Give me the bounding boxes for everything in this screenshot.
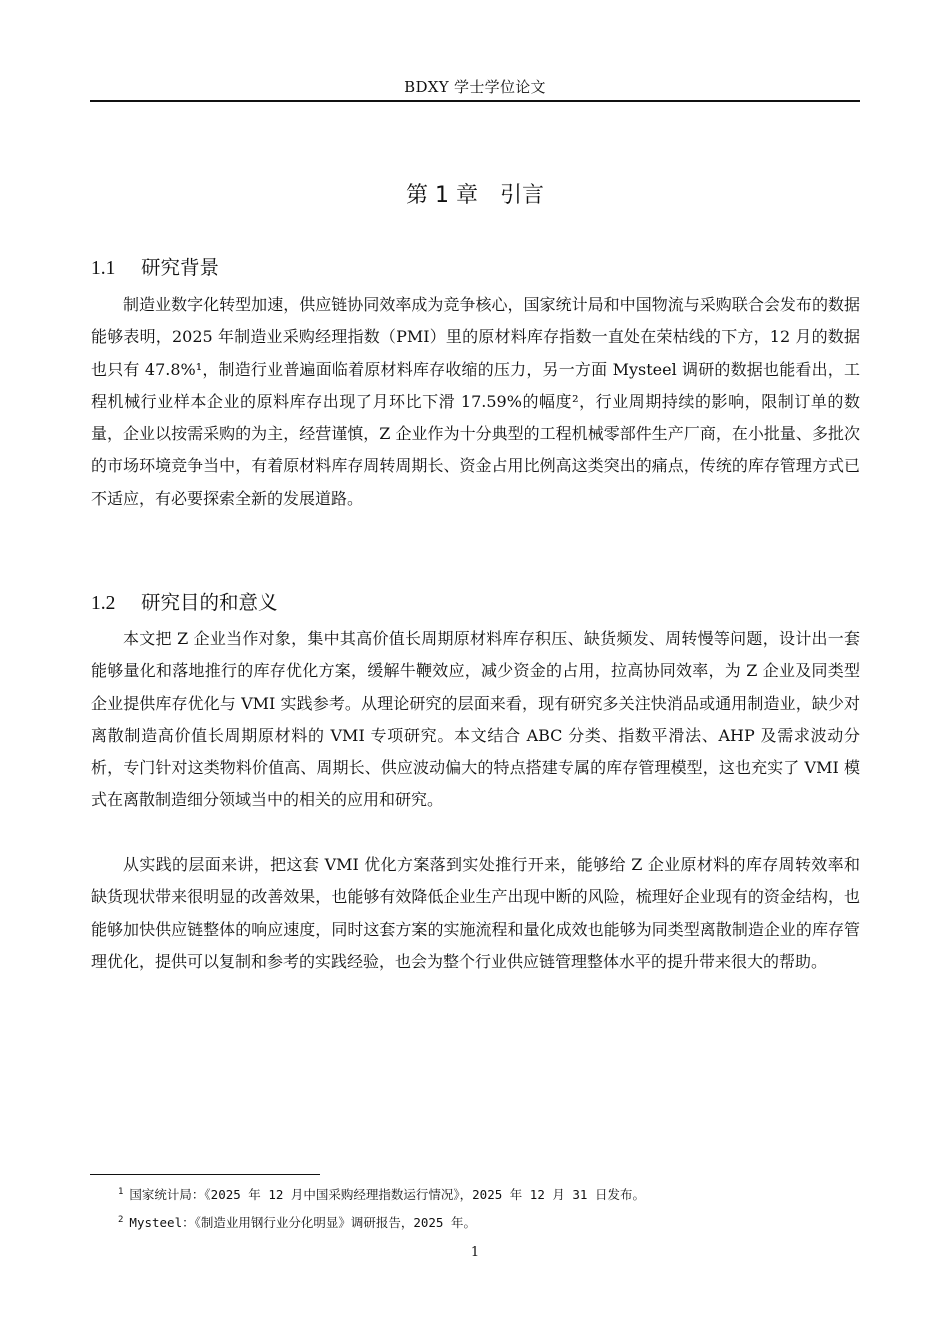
section-heading-1-1 xyxy=(91,252,219,280)
running-header: BDXY 学士学位论文 xyxy=(404,78,546,96)
footnote-rule xyxy=(90,1174,320,1175)
footnote-2 xyxy=(118,1212,476,1231)
section-title: 研究目的和意义 xyxy=(141,591,278,614)
footnote-mark: 2 xyxy=(118,1215,124,1225)
chapter-number: 第 1 章 xyxy=(406,183,478,208)
footnote-text: Mysteel：《制造业用钢行业分化明显》调研报告，2025 年。 xyxy=(129,1215,476,1231)
header-rule xyxy=(90,100,860,102)
paragraph-background: 制造业数字化转型加速，供应链协同效率成为竞争核心，国家统计局和中国物流与采购联合会发布的数据能够表明，2025 年制造业采购经理指数（PMI）里的原材料库存指数一直处在荣枯线的下方，12 月的数据也只有 47.8%¹，制造行业普遍面临着原材料库存收缩的压力，另一方面 Mysteel 调研的数据也能看出，工程机械行业样本企业的原料库存出现了月环比下滑 17.59%的幅度²，行业周期持续的影响，限制订单的数量，企业以按需采购的为主，经营谨慎，Z 企业作为十分典型的工程机械零部件生产厂商，在小批量、多批次的市场环境竞争当中，有着原材料库存周转周期长、资金占用比例高这类突出的痛点，传统的库存管理方式已不适应，有必要探索全新的发展道路。 xyxy=(91,295,860,508)
section-heading-1-2 xyxy=(91,587,278,615)
page-number: 1 xyxy=(470,1245,480,1260)
section-number: 1.1 xyxy=(91,258,116,279)
paragraph-purpose: 本文把 Z 企业当作对象，集中其高价值长周期原材料库存积压、缺货频发、周转慢等问题，设计出一套能够量化和落地推行的库存优化方案，缓解牛鞭效应，减少资金的占用，拉高协同效率，为 Z 企业及同类型企业提供库存优化与 VMI 实践参考。从理论研究的层面来看，现有研究多关注快消品或通用制造业，缺少对离散制造高价值长周期原材料的 VMI 专项研究。本文结合 ABC 分类、指数平滑法、AHP 及需求波动分析，专门针对这类物料价值高、周期长、供应波动偏大的特点搭建专属的库存管理模型，这也充实了 VMI 模式在离散制造细分领域当中的相关的应用和研究。 xyxy=(91,629,860,810)
paragraph-significance: 从实践的层面来讲，把这套 VMI 优化方案落到实处推行开来，能够给 Z 企业原材料的库存周转效率和缺货现状带来很明显的改善效果，也能够有效降低企业生产出现中断的风险，梳理好企业现有的资金结构，也能够加快供应链整体的响应速度，同时这套方案的实施流程和量化成效也能够为同类型离散制造企业的库存管理优化，提供可以复制和参考的实践经验，也会为整个行业供应链管理整体水平的提升带来很大的帮助。 xyxy=(91,855,860,971)
footnote-1 xyxy=(118,1184,645,1203)
footnote-mark: 1 xyxy=(118,1187,124,1197)
footnote-text: 国家统计局：《2025 年 12 月中国采购经理指数运行情况》，2025 年 12 月 31 日发布。 xyxy=(129,1187,645,1203)
chapter-name: 引言 xyxy=(499,183,544,208)
section-number: 1.2 xyxy=(91,593,116,614)
chapter-title xyxy=(90,178,860,209)
section-title: 研究背景 xyxy=(141,256,220,279)
